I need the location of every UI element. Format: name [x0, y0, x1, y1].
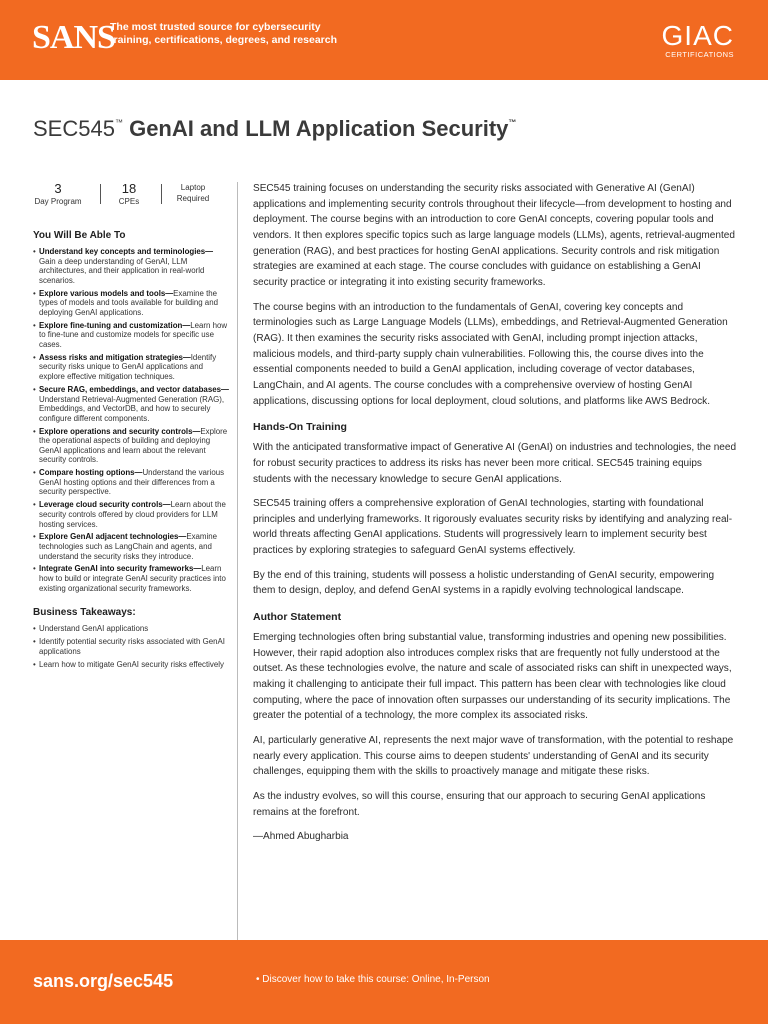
stat-cpes-label: CPEs [118, 197, 140, 206]
author-paragraph: Emerging technologies often bring substantial value, transforming industries and opening new possibilities. However, their rapid adoption also introduces complex risks that are frequently not fully understood at the outset. As these technologies evolve, the nature and scale of associated risks can shift in unexpected ways, making it challenging to anticipate their full impact. This pattern has been clear with technologies like cloud computing, where the pace of innovation often surpasses our understanding of its security implications. The greater the potential of a technology, the more complex its associated risks. [253, 632, 732, 722]
able-to-heading: You Will Be Able To [33, 230, 126, 241]
hands-on-paragraph: By the end of this training, students will possess a holistic understanding of GenAI security, empowering them to design, deploy, and defend GenAI systems in a rapidly evolving technological landscape. [253, 569, 715, 597]
list-item [33, 321, 229, 350]
stat-laptop [169, 182, 217, 204]
list-item-title: Assess risks and mitigation strategies— [39, 352, 191, 362]
list-item-title: Explore operations and security controls— [39, 426, 201, 436]
list-item [33, 564, 229, 593]
list-item [33, 500, 229, 529]
list-item-text: Explore the operational aspects of building and deploying GenAI applications and learn about the relevant security controls. [39, 426, 228, 465]
hands-on-paragraph: SEC545 training offers a comprehensive exploration of GenAI technologies, starting with foundational principles and underlying frameworks. It rigorously evaluates security risks by identifying and analyzing real-world threats affecting GenAI applications. Students will progressively learn to implement security best practices by exploring strategies to safeguard GenAI systems effectively. [253, 498, 733, 557]
column-divider [237, 182, 238, 940]
list-item-title: Explore various models and tools— [39, 288, 174, 298]
able-to-list [33, 247, 229, 593]
course-name-trademark: ™ [508, 118, 517, 127]
stat-divider [161, 184, 162, 204]
list-item-text: Learn how to fine-tune and customize models for specific use cases. [39, 320, 228, 349]
course-code-trademark: ™ [114, 118, 123, 127]
list-item-title: Leverage cloud security controls— [39, 500, 171, 510]
list-item: • Learn how to mitigate GenAI security risks effectively [33, 660, 229, 670]
intro-paragraph: The course begins with an introduction to the fundamentals of GenAI, covering key concepts and terminologies such as Large Language Models (LLMs), embeddings, and Retrieval-Augmented Generation (RAG). It then examines the security risks associated with GenAI, including prompt injection attacks, malicious models, and third-party supply chain vulnerabilities. Following this, the course dives into the essential components needed to build a GenAI application, including coverage of vector databases, LangChain, and AI agents. The course concludes with a comprehensive overview of hosting GenAI applications, discussing options for local deployment, cloud solutions, and platforms like AWS Bedrock. [253, 301, 728, 407]
hands-on-heading: Hands-On Training [253, 421, 347, 434]
intro-paragraph: SEC545 training focuses on understanding the security risks associated with Generative AI (GenAI) applications and implementing security controls throughout their lifecycle—from development to hosting and deployment. The course begins with an introduction to core GenAI concepts, covering popular tools and vendors. It then explores specific topics such as large language models (LLMs), agents, retrieval-augmented generation (RAG), and best practices for hosting GenAI applications. Security controls and risk mitigation strategies are examined at each stage. The course concludes with guidance on establishing a GenAI security practice or integrating it into existing security frameworks. [253, 183, 735, 288]
list-item [33, 385, 229, 423]
list-item-text: Understand the various GenAI hosting options and their differences from a security perspective. [39, 468, 225, 497]
list-item-text: Understand Retrieval-Augmented Generation (RAG), Embeddings, and VectorDB, and how to securely configure different components. [39, 394, 225, 423]
page-title [33, 116, 516, 142]
author-heading: Author Statement [253, 611, 342, 624]
list-item-title: Integrate GenAI into security frameworks— [39, 564, 202, 574]
list-item [33, 289, 229, 318]
stat-days-label: Day Program [34, 197, 82, 206]
delivery-options-text: • Discover how to take this course: Online, In-Person [256, 974, 490, 985]
sans-logo: SANS [32, 19, 115, 56]
course-stats [33, 182, 223, 208]
sidebar [33, 230, 229, 673]
header-bar [0, 0, 768, 80]
author-signature: —Ahmed Abugharbia [253, 831, 349, 843]
list-item [33, 353, 229, 382]
course-code: SEC545 [33, 116, 115, 141]
list-item-title: Explore fine-tuning and customization— [39, 320, 191, 330]
main-content [253, 181, 738, 854]
stat-days [33, 182, 83, 207]
list-item: • Understand GenAI applications [33, 624, 229, 634]
header-tagline: The most trusted source for cybersecurity training, certifications, degrees, and research [110, 21, 337, 46]
business-heading: Business Takeaways: [33, 607, 136, 619]
list-item [33, 468, 229, 497]
list-item [33, 247, 229, 285]
list-item-title: Compare hosting options— [39, 468, 143, 478]
footer-bar [0, 940, 768, 1024]
author-paragraph: As the industry evolves, so will this course, ensuring that our approach to securing GenAI applications remains at the forefront. [253, 791, 706, 818]
business-list [33, 624, 229, 669]
list-item-title: Explore GenAI adjacent technologies— [39, 532, 187, 542]
course-url-link[interactable]: sans.org/sec545 [33, 971, 174, 991]
stat-cpes-value: 18 [121, 181, 137, 196]
list-item-text: Examine technologies such as LangChain and agents, and understand the security risks they introduce. [39, 532, 218, 561]
list-item-text: Identify security risks unique to GenAI applications and explore effective mitigation techniques. [39, 352, 217, 382]
list-item-text: Gain a deep understanding of GenAI, LLM architectures, and their application in real-world scenarios. [39, 256, 205, 285]
list-item-title: Understand key concepts and terminologies— [39, 247, 214, 256]
list-item-text: Learn how to build or integrate GenAI security practices into existing organizational security frameworks. [39, 564, 226, 593]
giac-logo-text: GIAC [661, 20, 734, 51]
list-item-title: Secure RAG, embeddings, and vector databases— [39, 384, 229, 394]
author-paragraph: AI, particularly generative AI, represents the next major wave of transformation, with the potential to reshape nearly every application. This course aims to deepen students' understanding of GenAI and its security challenges, equipping them with the skills to proactively manage and mitigate these risks. [253, 735, 734, 778]
list-item [33, 532, 229, 561]
list-item [33, 427, 229, 465]
stat-divider [100, 184, 101, 204]
stat-laptop-line2: Required [176, 194, 210, 203]
course-name: GenAI and LLM Application Security [129, 116, 509, 141]
hands-on-paragraph: With the anticipated transformative impact of Generative AI (GenAI) on industries and technologies, the need for robust security practices to address its risks has never been more critical. SEC545 training equips students with the necessary knowledge to secure GenAI applications. [253, 442, 737, 485]
giac-logo-subtext: CERTIFICATIONS [665, 50, 734, 59]
list-item-text: Learn about the security controls offered by cloud providers for LLM hosting services. [39, 500, 226, 529]
giac-logo [662, 22, 734, 60]
list-item-text: Examine the types of models and tools available for building and deploying GenAI applications. [39, 288, 218, 317]
business-takeaways [33, 607, 229, 669]
stat-days-value: 3 [54, 181, 62, 196]
stat-cpes [109, 182, 149, 207]
stat-laptop-line1: Laptop [180, 183, 206, 192]
list-item: • Identify potential security risks associated with GenAI applications [33, 637, 229, 656]
